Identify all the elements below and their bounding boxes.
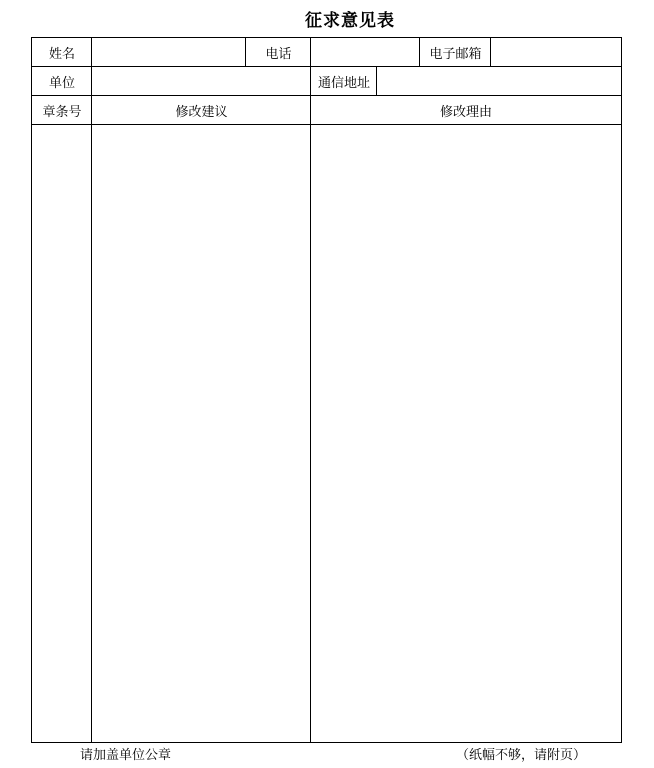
unit-label: 单位 bbox=[31, 66, 92, 96]
email-label: 电子邮箱 bbox=[419, 37, 491, 67]
address-label: 通信地址 bbox=[310, 66, 377, 96]
suggestion-field[interactable] bbox=[91, 124, 311, 743]
clause-number-header: 章条号 bbox=[31, 95, 92, 125]
unit-field[interactable] bbox=[91, 66, 311, 96]
form-title: 征求意见表 bbox=[305, 11, 395, 31]
phone-field[interactable] bbox=[310, 37, 420, 67]
suggestion-header: 修改建议 bbox=[91, 95, 311, 125]
phone-label: 电话 bbox=[245, 37, 311, 67]
clause-number-field[interactable] bbox=[31, 124, 92, 743]
attachment-note: （纸幅不够，请附页） bbox=[456, 748, 587, 763]
reason-field[interactable] bbox=[310, 124, 622, 743]
reason-header: 修改理由 bbox=[310, 95, 622, 125]
name-field[interactable] bbox=[91, 37, 246, 67]
name-label: 姓名 bbox=[31, 37, 92, 67]
stamp-note: 请加盖单位公章 bbox=[80, 748, 172, 763]
address-field[interactable] bbox=[376, 66, 622, 96]
email-field[interactable] bbox=[490, 37, 622, 67]
